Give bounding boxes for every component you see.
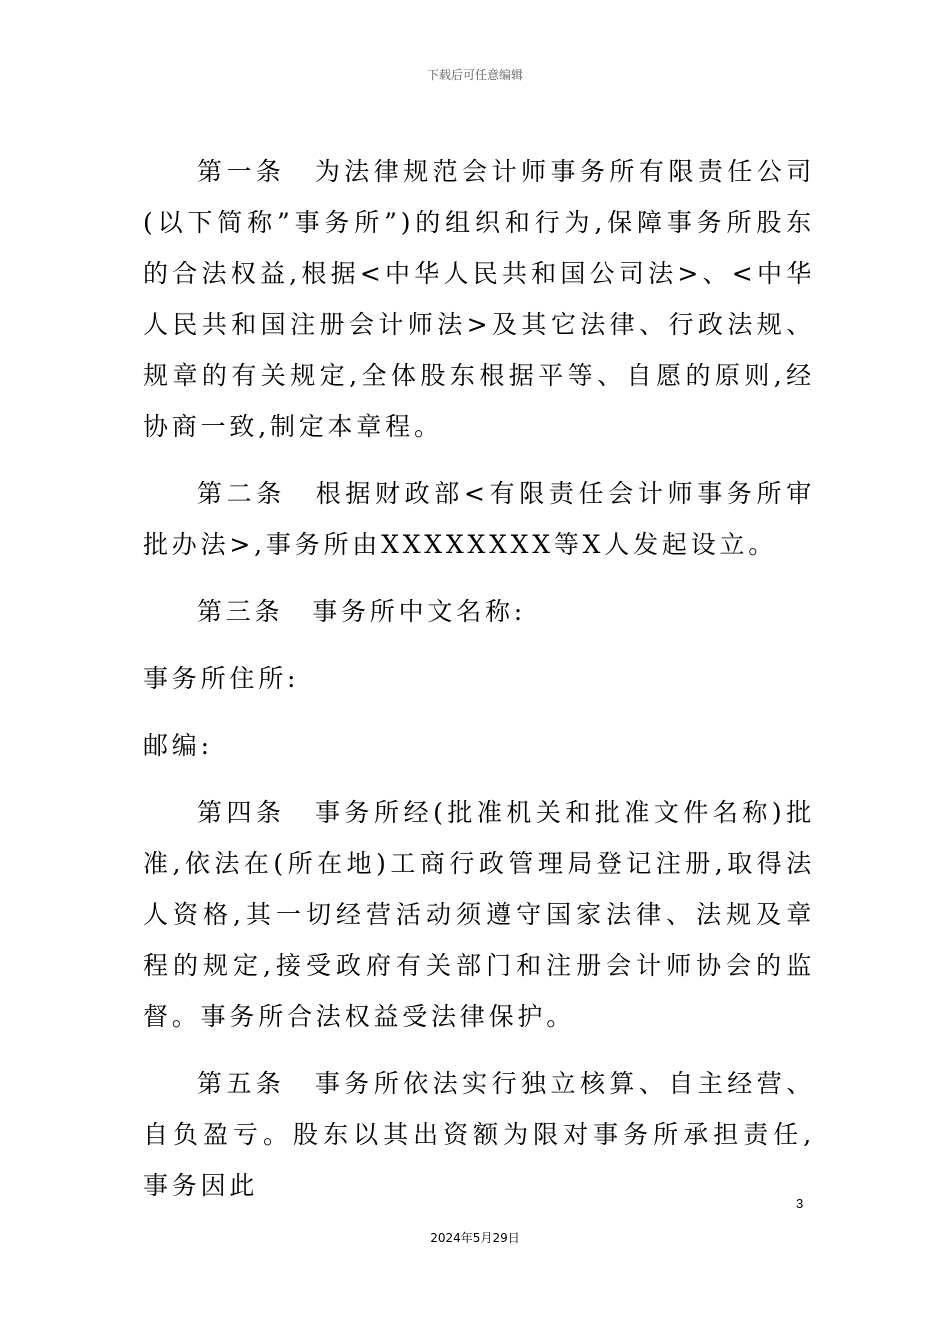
article-1: 第一条 为法律规范会计师事务所有限责任公司(以下简称”事务所”)的组织和行为,保障事务所股东的合法权益,根据<中华人民共和国公司法>、<中华人民共和国注册会计师法>及其它法律、行政法规、规章的有关规定,全体股东根据平等、自愿的原则,经协商一致,制定本章程。 [143, 157, 815, 441]
footer-date: 2024年5月29日 [430, 1231, 520, 1245]
document-body [143, 146, 815, 1227]
article-3: 第三条 事务所中文名称: [197, 597, 527, 626]
page-number: 3 [796, 1196, 804, 1211]
address-line: 事务所住所: [143, 664, 300, 693]
article-4: 第四条 事务所经(批准机关和批准文件名称)批准,依法在(所在地)工商行政管理局登记注册,取得法人资格,其一切经营活动须遵守国家法律、法规及章程的规定,接受政府有关部门和注册会计师协会的监督。事务所合法权益受法律保护。 [143, 798, 815, 1031]
page-header: 下载后可任意编辑 [426, 68, 523, 82]
postcode-line: 邮编: [143, 731, 213, 760]
article-2: 第二条 根据财政部<有限责任会计师事务所审批办法>,事务所由XXXXXXXX等X人发起设立。 [143, 479, 815, 559]
article-5: 第五条 事务所依法实行独立核算、自主经营、自负盈亏。股东以其出资额为限对事务所承担责任,事务因此 [143, 1069, 815, 1200]
